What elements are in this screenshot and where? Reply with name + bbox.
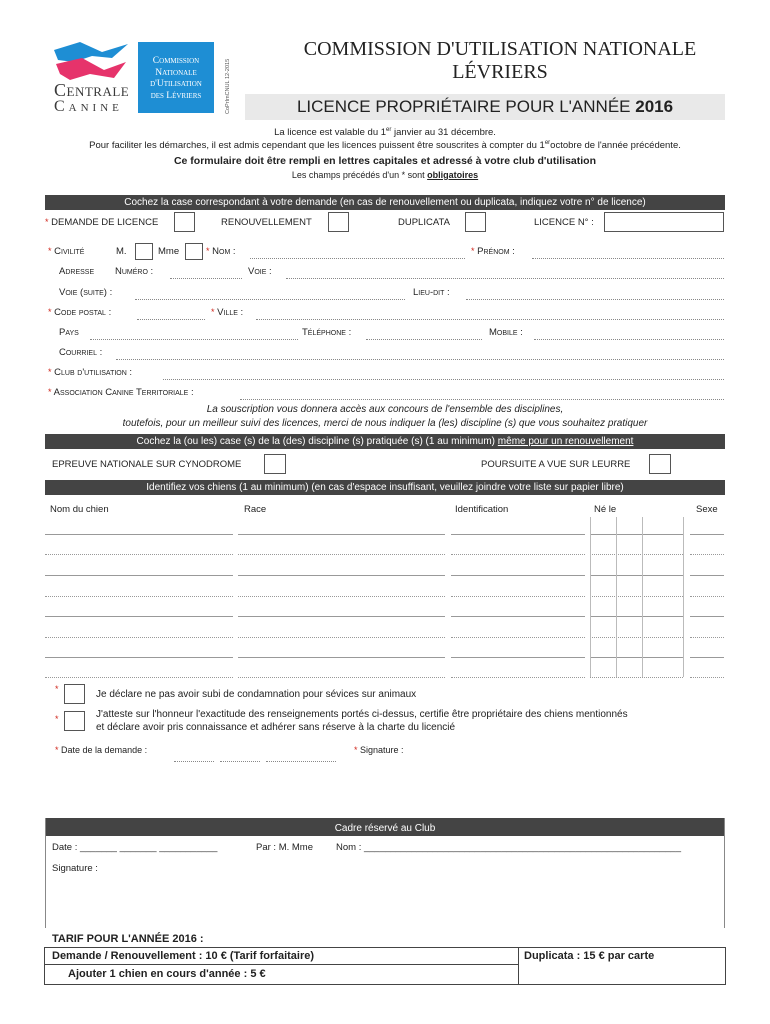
title-line-2: LÉVRIERS: [452, 61, 548, 83]
dog-name-field[interactable]: [45, 657, 233, 658]
tarif-title: TARIF POUR L'ANNÉE 2016 :: [52, 933, 204, 945]
numero-label: Numéro :: [115, 266, 154, 277]
column-header-race: Race: [244, 504, 267, 515]
licence-year: 2016: [635, 97, 674, 116]
dog-sex-field[interactable]: [690, 554, 724, 555]
atteste-checkbox[interactable]: [64, 711, 85, 731]
code-postal-field[interactable]: [137, 319, 205, 320]
date-demande-day-field[interactable]: [174, 761, 214, 762]
demande-label: * DEMANDE DE LICENCE: [45, 217, 159, 228]
civilite-mme-checkbox[interactable]: [185, 243, 203, 260]
ville-label: * Ville :: [211, 307, 244, 318]
club-signature-label: Signature :: [52, 863, 98, 874]
club-frame-right: [724, 818, 725, 928]
club-field[interactable]: [163, 379, 724, 380]
discipline-section-bar: Cochez la (ou les) case (s) de la (des) discipline (s) pratiquée (s) (1 au minimum) même pour un renouvellement: [45, 434, 725, 449]
dog-name-field[interactable]: [45, 575, 233, 576]
birthdate-column-divider: [590, 517, 591, 677]
column-header-sexe: Sexe: [696, 504, 718, 515]
logo-box-line: d'Utilisation: [150, 79, 202, 89]
dog-identification-field[interactable]: [451, 677, 585, 678]
dog-birthdate-field[interactable]: [590, 554, 683, 555]
civilite-m-checkbox[interactable]: [135, 243, 153, 260]
atteste-text-line-1: J'atteste sur l'honneur l'exactitude des renseignements portés ci-dessus, certifie être propriétaire des chiens mentionnés: [96, 709, 628, 720]
logo-centrale-text: Centrale: [54, 80, 130, 100]
dog-name-field[interactable]: [45, 596, 233, 597]
dog-race-field[interactable]: [238, 596, 445, 597]
facilitate-text: Pour faciliter les démarches, il est admis cependant que les licences puissent être souscrites à compter du 1eroctobre de l'année précédente.: [89, 140, 681, 152]
date-demande-label: * Date de la demande :: [55, 745, 148, 755]
licence-banner-text: LICENCE PROPRIÉTAIRE POUR L'ANNÉE: [296, 97, 636, 116]
lieu-dit-field[interactable]: [466, 299, 724, 300]
mobile-label: Mobile :: [489, 327, 523, 338]
capitals-instruction: Ce formulaire doit être rempli en lettres capitales et adressé à votre club d'utilisation: [173, 155, 597, 167]
dog-name-field[interactable]: [45, 637, 233, 638]
mme-label: Mme: [158, 246, 180, 257]
column-header-identification: Identification: [455, 504, 509, 515]
mobile-field[interactable]: [534, 339, 724, 340]
duplicata-label: DUPLICATA: [398, 217, 450, 228]
dog-birthdate-field[interactable]: [590, 575, 683, 576]
title-line-1: COMMISSION D'UTILISATION NATIONALE: [303, 38, 697, 60]
licence-number-field[interactable]: [604, 212, 724, 232]
dog-birthdate-field[interactable]: [590, 534, 683, 535]
dog-sex-field[interactable]: [690, 677, 724, 678]
pays-field[interactable]: [90, 339, 298, 340]
mandatory-star: *: [55, 714, 59, 724]
date-demande-month-field[interactable]: [220, 761, 260, 762]
condamnation-text: Je déclare ne pas avoir subi de condamnation pour sévices sur animaux: [96, 689, 417, 700]
cynodrome-label: EPREUVE NATIONALE SUR CYNODROME: [52, 459, 242, 470]
cynodrome-checkbox[interactable]: [264, 454, 286, 474]
tarif-ajouter: Ajouter 1 chien en cours d'année : 5 €: [68, 968, 266, 980]
prenom-label: * Prénom :: [471, 246, 515, 257]
dog-birthdate-field[interactable]: [590, 616, 683, 617]
signature-label: * Signature :: [354, 745, 404, 755]
dog-race-field[interactable]: [238, 534, 445, 535]
dog-birthdate-field[interactable]: [590, 677, 683, 678]
dog-identification-field[interactable]: [451, 616, 585, 617]
renouvellement-checkbox[interactable]: [328, 212, 349, 232]
voie-suite-label: Voie (suite) :: [59, 287, 113, 298]
mandatory-star: *: [55, 684, 59, 694]
dog-sex-field[interactable]: [690, 596, 724, 597]
dog-race-field[interactable]: [238, 677, 445, 678]
club-date-field[interactable]: Date : _______ _______ ___________: [52, 842, 218, 853]
dog-race-field[interactable]: [238, 554, 445, 555]
cnul-logo-box: [138, 42, 214, 113]
association-label: * Association Canine Territoriale :: [48, 387, 194, 398]
club-label: * Club d'utilisation :: [48, 367, 133, 378]
dog-identification-field[interactable]: [451, 657, 585, 658]
telephone-label: Téléphone :: [302, 327, 352, 338]
club-frame-left: [45, 818, 46, 928]
dog-race-field[interactable]: [238, 637, 445, 638]
civilite-label: * Civilité: [48, 246, 85, 257]
dog-identification-field[interactable]: [451, 534, 585, 535]
logo-box-line: Nationale: [155, 67, 197, 78]
dog-birthdate-field[interactable]: [590, 596, 683, 597]
dog-birthdate-field[interactable]: [590, 637, 683, 638]
numero-field[interactable]: [170, 278, 242, 279]
renouvellement-label: RENOUVELLEMENT: [221, 217, 312, 228]
document-reference: CoPrImCNUL 12-2015: [225, 58, 231, 114]
nom-field[interactable]: [250, 258, 465, 259]
tarif-divider: [44, 964, 518, 965]
dog-name-field[interactable]: [45, 554, 233, 555]
nom-label: * Nom :: [206, 246, 236, 257]
club-section-bar: Cadre réservé au Club: [45, 818, 725, 836]
club-par-label: Par : M. Mme: [256, 842, 314, 853]
adresse-label: Adresse: [59, 266, 95, 277]
dog-identification-field[interactable]: [451, 637, 585, 638]
tarif-demande: Demande / Renouvellement : 10 € (Tarif forfaitaire): [52, 950, 315, 962]
condamnation-checkbox[interactable]: [64, 684, 85, 704]
birthdate-column-divider: [642, 517, 643, 677]
subscription-note-line-1: La souscription vous donnera accès aux concours de l'ensemble des disciplines,: [206, 404, 564, 415]
telephone-field[interactable]: [366, 339, 482, 340]
code-postal-label: * Code postal :: [48, 307, 112, 318]
dog-name-field[interactable]: [45, 534, 233, 535]
birthdate-column-divider: [616, 517, 617, 677]
ville-field[interactable]: [256, 319, 724, 320]
dog-race-field[interactable]: [238, 657, 445, 658]
dog-identification-field[interactable]: [451, 596, 585, 597]
logo-canine-text: Canine: [54, 98, 123, 115]
club-nom-field[interactable]: Nom : ____________________________________________________________: [336, 842, 681, 853]
centrale-canine-logo-icon: [52, 40, 130, 84]
leurre-checkbox[interactable]: [649, 454, 671, 474]
logo-box-line: Commission: [152, 56, 200, 66]
dog-sex-field[interactable]: [690, 534, 724, 535]
voie-suite-field[interactable]: [135, 299, 405, 300]
voie-label: Voie :: [248, 266, 272, 277]
dogs-section-bar: Identifiez vos chiens (1 au minimum) (en cas d'espace insuffisant, veuillez joindre votre liste sur papier libre): [45, 480, 725, 495]
duplicata-checkbox[interactable]: [465, 212, 486, 232]
licence-number-label: LICENCE N° :: [534, 217, 594, 228]
pays-label: Pays: [59, 327, 79, 338]
dog-sex-field[interactable]: [690, 575, 724, 576]
dog-sex-field[interactable]: [690, 637, 724, 638]
dog-sex-field[interactable]: [690, 616, 724, 617]
voie-field[interactable]: [286, 278, 724, 279]
dog-sex-field[interactable]: [690, 657, 724, 658]
subscription-note-line-2: toutefois, pour un meilleur suivi des licences, merci de nous indiquer la (les) discipline (s) que vous souhaitez pratiquer: [122, 418, 648, 429]
dog-race-field[interactable]: [238, 575, 445, 576]
page-title: [250, 38, 750, 84]
validity-text: La licence est valable du 1er janvier au 31 décembre.: [274, 127, 496, 139]
m-label: M.: [116, 246, 127, 257]
lieu-dit-label: Lieu-dit :: [413, 287, 450, 298]
prenom-field[interactable]: [532, 258, 724, 259]
licence-banner: [245, 94, 725, 120]
atteste-text-line-2: et déclare avoir pris connaissance et adhérer sans réserve à la charte du licencié: [96, 722, 456, 733]
dog-identification-field[interactable]: [451, 575, 585, 576]
logo-box-line: des Lévriers: [150, 90, 202, 101]
column-header-nom-chien: Nom du chien: [50, 504, 109, 515]
dog-identification-field[interactable]: [451, 554, 585, 555]
courriel-field[interactable]: [116, 359, 724, 360]
birthdate-column-divider: [683, 517, 684, 677]
dog-birthdate-field[interactable]: [590, 657, 683, 658]
demande-checkbox[interactable]: [174, 212, 195, 232]
dog-name-field[interactable]: [45, 677, 233, 678]
association-field[interactable]: [240, 399, 724, 400]
dog-race-field[interactable]: [238, 616, 445, 617]
column-header-ne-le: Né le: [594, 504, 617, 515]
dog-name-field[interactable]: [45, 616, 233, 617]
mandatory-note: Les champs précédés d'un * sont obligatoires: [291, 170, 479, 180]
tarif-duplicata: Duplicata : 15 € par carte: [524, 950, 655, 962]
demand-section-bar: Cochez la case correspondant à votre demande (en cas de renouvellement ou duplicata, indiquez votre n° de licence): [45, 195, 725, 210]
leurre-label: POURSUITE A VUE SUR LEURRE: [481, 459, 631, 470]
date-demande-year-field[interactable]: [266, 761, 336, 762]
tarif-divider: [518, 947, 519, 985]
courriel-label: Courriel :: [59, 347, 103, 358]
